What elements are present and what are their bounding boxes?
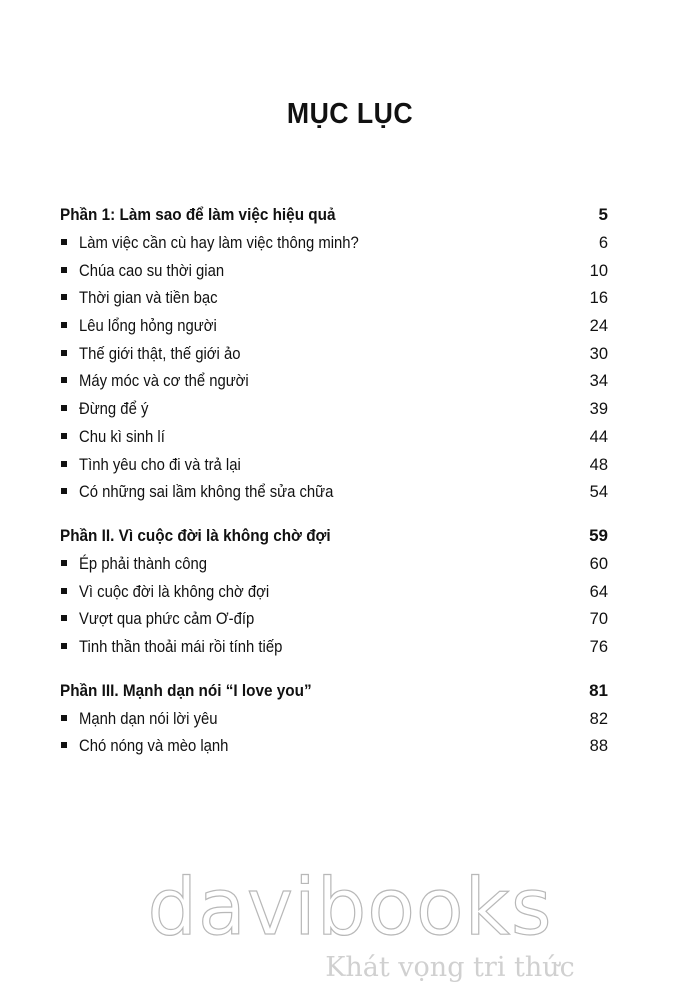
toc-item-page: 60 [589, 554, 608, 573]
toc-item-page: 70 [589, 610, 608, 629]
page-title: MỤC LỤC [286, 98, 414, 130]
toc-item-page: 6 [598, 234, 608, 252]
bullet-icon [61, 615, 67, 621]
toc-item-page: 64 [589, 582, 608, 601]
toc-item-label: Làm việc cần cù hay làm việc thông minh? [79, 234, 359, 252]
watermark-tagline: Khát vọng tri thức [325, 952, 575, 983]
toc-item-label: Vượt qua phức cảm Ơ-đíp [79, 610, 255, 629]
toc-item[interactable] [60, 230, 608, 258]
toc-item[interactable] [60, 424, 608, 452]
bullet-icon [61, 322, 67, 328]
toc-section-1 [60, 200, 608, 507]
toc-item-page: 24 [589, 317, 608, 336]
bullet-icon [61, 377, 67, 383]
bullet-icon [61, 560, 67, 566]
toc-item[interactable] [60, 368, 608, 396]
section-title: Phần III. Mạnh dạn nói “I love you” [60, 680, 312, 700]
bullet-icon [61, 267, 67, 273]
section-page-number: 5 [598, 205, 608, 224]
toc-item-page: 88 [589, 737, 608, 756]
toc-item-page: 39 [589, 400, 608, 419]
toc-item-label: Chó nóng và mèo lạnh [79, 737, 229, 756]
section-header[interactable] [60, 676, 608, 706]
bullet-icon [61, 350, 67, 356]
section-title: Phần II. Vì cuộc đời là không chờ đợi [60, 525, 331, 545]
toc-item-label: Tình yêu cho đi và trả lại [79, 455, 241, 474]
toc-item[interactable] [60, 606, 608, 634]
toc-item-label: Máy móc và cơ thể người [79, 372, 249, 391]
bullet-icon [61, 405, 67, 411]
toc-item[interactable] [60, 706, 608, 734]
section-page-number: 81 [589, 680, 608, 700]
bullet-icon [61, 488, 67, 494]
bullet-icon [61, 294, 67, 300]
toc-item-page: 76 [589, 637, 608, 656]
toc-item[interactable] [60, 479, 608, 507]
bullet-icon [61, 588, 67, 594]
section-header[interactable] [60, 521, 608, 551]
toc-item[interactable] [60, 396, 608, 424]
toc-item-page: 30 [589, 344, 608, 363]
section-title: Phần 1: Làm sao để làm việc hiệu quả [60, 205, 336, 224]
toc-item-page: 34 [589, 372, 608, 391]
toc-item-label: Lêu lổng hỏng người [79, 317, 217, 336]
toc-section-2 [60, 521, 608, 662]
section-page-number: 59 [589, 525, 608, 545]
bullet-icon [61, 239, 67, 245]
toc-item[interactable] [60, 551, 608, 579]
toc-item[interactable] [60, 258, 608, 286]
toc-item[interactable] [60, 733, 608, 761]
toc-item[interactable] [60, 452, 608, 480]
toc-item-page: 54 [589, 483, 608, 502]
watermark-brand: davibooks [147, 863, 553, 953]
toc-item[interactable] [60, 285, 608, 313]
bullet-icon [61, 643, 67, 649]
table-of-contents [60, 200, 608, 775]
toc-item[interactable] [60, 634, 608, 662]
bullet-icon [61, 461, 67, 467]
toc-item-label: Ép phải thành công [79, 554, 207, 573]
toc-item[interactable] [60, 313, 608, 341]
bullet-icon [61, 715, 67, 721]
toc-item-label: Chu kì sinh lí [79, 427, 165, 446]
bullet-icon [61, 433, 67, 439]
toc-item-label: Thời gian và tiền bạc [79, 289, 218, 308]
toc-item[interactable] [60, 579, 608, 607]
toc-item-page: 44 [589, 427, 608, 446]
watermark [0, 863, 700, 984]
toc-item-label: Vì cuộc đời là không chờ đợi [79, 582, 270, 601]
toc-section-3 [60, 676, 608, 761]
bullet-icon [61, 742, 67, 748]
toc-item-label: Chúa cao su thời gian [79, 261, 225, 280]
toc-item-page: 16 [589, 289, 608, 308]
toc-item-label: Mạnh dạn nói lời yêu [79, 709, 218, 728]
toc-item-label: Đừng để ý [79, 400, 149, 419]
toc-item-label: Có những sai lầm không thể sửa chữa [79, 483, 334, 502]
toc-item-page: 10 [589, 261, 608, 280]
section-header[interactable] [60, 200, 608, 230]
toc-item-label: Thế giới thật, thế giới ảo [79, 344, 241, 363]
toc-item-page: 82 [589, 709, 608, 728]
toc-item-label: Tinh thần thoải mái rồi tính tiếp [79, 637, 283, 656]
toc-item-page: 48 [589, 455, 608, 474]
toc-item[interactable] [60, 341, 608, 369]
